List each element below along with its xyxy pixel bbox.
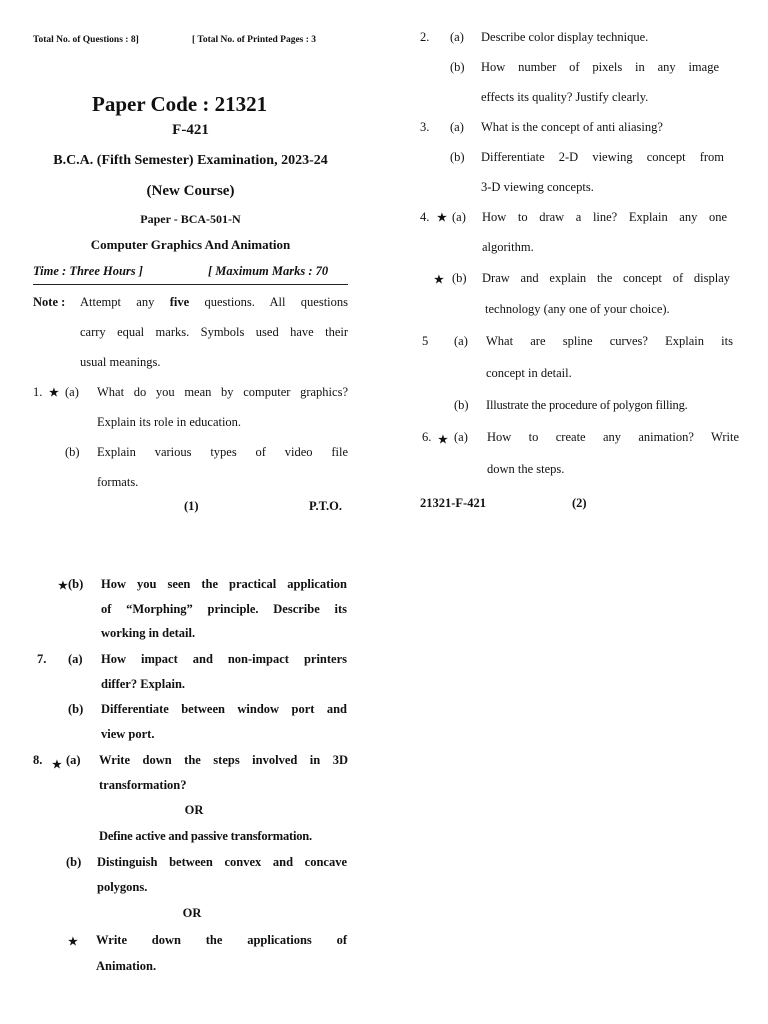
note-line-2: carry equal marks. Symbols used have their bbox=[80, 325, 348, 339]
q4b-line-1: Draw and explain the concept of display bbox=[482, 271, 730, 285]
q3b-line-1: Differentiate 2-D viewing concept from bbox=[481, 150, 724, 164]
q1b-line-2: formats. bbox=[97, 475, 139, 489]
q8b-alternative-line-2: Animation. bbox=[96, 959, 157, 973]
time-allowed: Time : Three Hours ] bbox=[33, 264, 143, 278]
exam-code: F-421 bbox=[172, 122, 209, 138]
total-pages: [ Total No. of Printed Pages : 3 bbox=[192, 35, 317, 45]
q1-number: 1. bbox=[33, 385, 43, 399]
star-mark-icon: ★ bbox=[58, 580, 68, 592]
q1a-line-1: What do you mean by computer graphics? bbox=[97, 385, 348, 399]
q7b-line-1: Differentiate between window port and bbox=[101, 702, 347, 716]
q8a-line-2: transformation? bbox=[99, 778, 187, 792]
total-questions: Total No. of Questions : 8] bbox=[33, 35, 139, 45]
q4b-label: (b) bbox=[452, 271, 467, 285]
q2a-text: Describe color display technique. bbox=[481, 30, 649, 44]
maximum-marks: [ Maximum Marks : 70 bbox=[208, 264, 329, 278]
page-number-2: (2) bbox=[572, 496, 587, 510]
q3a-label: (a) bbox=[450, 120, 464, 134]
q7a-line-2: differ? Explain. bbox=[101, 677, 186, 691]
star-mark-icon: ★ bbox=[52, 759, 62, 771]
or-separator-1: OR bbox=[184, 803, 204, 817]
q6b-line-2: of “Morphing” principle. Describe its bbox=[101, 602, 347, 616]
pto-label: P.T.O. bbox=[309, 499, 342, 513]
q4a-line-2: algorithm. bbox=[482, 240, 534, 254]
course: (New Course) bbox=[146, 183, 235, 199]
q2b-label: (b) bbox=[450, 60, 465, 74]
star-mark-icon: ★ bbox=[437, 212, 447, 224]
q3b-line-2: 3-D viewing concepts. bbox=[481, 180, 594, 194]
q6b-line-1: How you seen the practical application bbox=[101, 577, 347, 591]
q1a-label: (a) bbox=[65, 385, 79, 399]
q2-number: 2. bbox=[420, 30, 430, 44]
star-mark-icon: ★ bbox=[438, 434, 448, 446]
q5a-label: (a) bbox=[454, 334, 468, 348]
q8-number: 8. bbox=[33, 753, 43, 767]
q7a-line-1: How impact and non-impact printers bbox=[101, 652, 347, 666]
q8b-alternative-line-1: Write down the applications of bbox=[96, 933, 347, 947]
note-line-3: usual meanings. bbox=[80, 355, 161, 369]
star-mark-icon: ★ bbox=[68, 936, 78, 948]
q6b-label: (b) bbox=[68, 577, 84, 591]
footer-code: 21321-F-421 bbox=[420, 496, 486, 510]
q2b-line-1: How number of pixels in any image bbox=[481, 60, 719, 74]
q1b-line-1: Explain various types of video file bbox=[97, 445, 348, 459]
q1b-label: (b) bbox=[65, 445, 80, 459]
exam-title: B.C.A. (Fifth Semester) Examination, 2023-24 bbox=[53, 153, 328, 168]
q8a-alternative: Define active and passive transformation. bbox=[99, 829, 312, 843]
q5a-line-2: concept in detail. bbox=[486, 366, 572, 380]
q6a-line-1: How to create any animation? Write bbox=[487, 430, 739, 444]
q3b-label: (b) bbox=[450, 150, 465, 164]
q2b-line-2: effects its quality? Justify clearly. bbox=[481, 90, 649, 104]
q7-number: 7. bbox=[37, 652, 47, 666]
q3-number: 3. bbox=[420, 120, 430, 134]
q8b-line-1: Distinguish between convex and concave bbox=[97, 855, 347, 869]
divider bbox=[33, 284, 348, 285]
q7b-label: (b) bbox=[68, 702, 84, 716]
note-line-1: Attempt any five questions. All questions bbox=[80, 295, 349, 309]
star-mark-icon: ★ bbox=[434, 274, 444, 286]
note-label: Note : bbox=[33, 295, 66, 309]
q5a-line-1: What are spline curves? Explain its bbox=[486, 334, 733, 348]
q4a-line-1: How to draw a line? Explain any one bbox=[482, 210, 727, 224]
q1a-line-2: Explain its role in education. bbox=[97, 415, 242, 429]
q8a-line-1: Write down the steps involved in 3D bbox=[99, 753, 348, 767]
q5-number: 5 bbox=[422, 334, 429, 348]
subject: Computer Graphics And Animation bbox=[90, 237, 291, 252]
q3a-text: What is the concept of anti aliasing? bbox=[481, 120, 663, 134]
q4b-line-2: technology (any one of your choice). bbox=[485, 302, 670, 316]
q5b-text: Illustrate the procedure of polygon filling. bbox=[486, 398, 688, 412]
q4-number: 4. bbox=[420, 210, 430, 224]
paper-code: Paper Code : 21321 bbox=[92, 92, 268, 116]
q5b-label: (b) bbox=[454, 398, 469, 412]
q8b-line-2: polygons. bbox=[97, 880, 148, 894]
q6-number: 6. bbox=[422, 430, 432, 444]
page-number-1: (1) bbox=[184, 499, 199, 513]
q6b-line-3: working in detail. bbox=[101, 626, 196, 640]
q2a-label: (a) bbox=[450, 30, 464, 44]
q7a-label: (a) bbox=[68, 652, 83, 666]
q6a-line-2: down the steps. bbox=[487, 462, 565, 476]
paper-name: Paper - BCA-501-N bbox=[140, 212, 241, 226]
q8a-label: (a) bbox=[66, 753, 81, 767]
or-separator-2: OR bbox=[182, 906, 202, 920]
q7b-line-2: view port. bbox=[101, 727, 155, 741]
q4a-label: (a) bbox=[452, 210, 466, 224]
q6a-label: (a) bbox=[454, 430, 468, 444]
q8b-label: (b) bbox=[66, 855, 82, 869]
star-mark-icon: ★ bbox=[49, 387, 59, 399]
